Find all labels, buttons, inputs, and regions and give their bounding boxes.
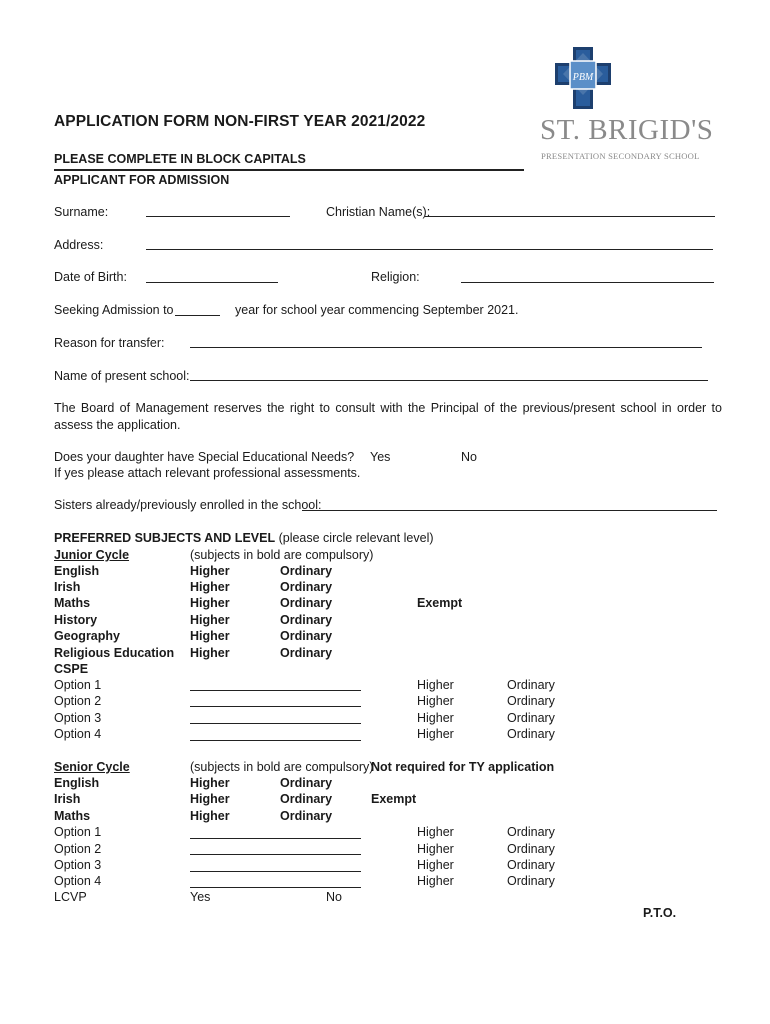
header-divider (54, 169, 524, 171)
senior-exempt-option[interactable]: Exempt (371, 792, 417, 806)
reason-field[interactable] (190, 347, 702, 348)
sisters-field[interactable] (302, 510, 717, 511)
higher-option[interactable]: Higher (190, 809, 230, 823)
option-label: Option 1 (54, 678, 102, 692)
sen-yes-option[interactable]: Yes (370, 450, 391, 464)
senior-cycle-title: Senior Cycle (54, 760, 130, 774)
ordinary-option[interactable]: Ordinary (280, 809, 333, 823)
address-field[interactable] (146, 249, 713, 250)
subject-name: Maths (54, 596, 91, 610)
higher-option[interactable]: Higher (417, 694, 454, 708)
option-label: Option 3 (54, 711, 102, 725)
higher-option[interactable]: Higher (417, 874, 454, 888)
ordinary-option[interactable]: Ordinary (280, 792, 333, 806)
subject-name: Maths (54, 809, 91, 823)
ordinary-option[interactable]: Ordinary (507, 842, 555, 856)
senior-cycle-note: (subjects in bold are compulsory) (190, 760, 374, 774)
higher-option[interactable]: Higher (190, 580, 230, 594)
ordinary-option[interactable]: Ordinary (507, 678, 555, 692)
option-field[interactable] (190, 871, 361, 872)
junior-cycle-note: (subjects in bold are compulsory) (190, 548, 374, 562)
seeking-admission-suffix: year for school year commencing September 2021. (235, 303, 519, 317)
present-school-field[interactable] (190, 380, 708, 381)
seeking-admission-label: Seeking Admission to (54, 303, 174, 317)
higher-option[interactable]: Higher (417, 727, 454, 741)
subject-name: English (54, 564, 100, 578)
religion-field[interactable] (461, 282, 714, 283)
option-field[interactable] (190, 706, 361, 707)
option-field[interactable] (190, 690, 361, 691)
school-subtitle: PRESENTATION SECONDARY SCHOOL (541, 151, 700, 161)
christian-names-label: Christian Name(s): (326, 205, 431, 219)
dob-field[interactable] (146, 282, 278, 283)
lcvp-label: LCVP (54, 890, 87, 904)
subjects-heading-note: (please circle relevant level) (278, 531, 434, 545)
higher-option[interactable]: Higher (417, 711, 454, 725)
ordinary-option[interactable]: Ordinary (280, 776, 333, 790)
sen-no-option[interactable]: No (461, 450, 477, 464)
sen-question: Does your daughter have Special Educational Needs? (54, 450, 355, 464)
subject-name: Religious Education (54, 646, 175, 660)
christian-names-field[interactable] (425, 216, 715, 217)
lcvp-yes-option[interactable]: Yes (190, 890, 211, 904)
option-field[interactable] (190, 723, 361, 724)
higher-option[interactable]: Higher (417, 825, 454, 839)
subject-name: Irish (54, 792, 81, 806)
reason-label: Reason for transfer: (54, 336, 165, 350)
option-label: Option 1 (54, 825, 102, 839)
higher-option[interactable]: Higher (417, 842, 454, 856)
higher-option[interactable]: Higher (190, 646, 230, 660)
higher-option[interactable]: Higher (190, 564, 230, 578)
subject-name: English (54, 776, 100, 790)
option-label: Option 2 (54, 694, 102, 708)
ordinary-option[interactable]: Ordinary (507, 694, 555, 708)
ordinary-option[interactable]: Ordinary (507, 825, 555, 839)
option-label: Option 4 (54, 727, 102, 741)
option-field[interactable] (190, 838, 361, 839)
ordinary-option[interactable]: Ordinary (507, 858, 555, 872)
higher-option[interactable]: Higher (417, 858, 454, 872)
ordinary-option[interactable]: Ordinary (507, 727, 555, 741)
higher-option[interactable]: Higher (190, 613, 230, 627)
junior-cycle-title: Junior Cycle (54, 548, 130, 562)
lcvp-no-option[interactable]: No (326, 890, 342, 904)
option-label: Option 2 (54, 842, 102, 856)
board-notice: The Board of Management reserves the right to consult with the Principal of the previous/present school in order to assess the application. (54, 401, 722, 432)
higher-option[interactable]: Higher (190, 596, 230, 610)
sen-note: If yes please attach relevant professional assessments. (54, 466, 361, 480)
subject-name: Irish (54, 580, 81, 594)
pto-label: P.T.O. (643, 906, 677, 920)
ordinary-option[interactable]: Ordinary (280, 629, 333, 643)
option-label: Option 4 (54, 874, 102, 888)
option-field[interactable] (190, 740, 361, 741)
logo-monogram: PBM (572, 72, 594, 83)
subjects-heading (54, 531, 434, 545)
ordinary-option[interactable]: Ordinary (280, 613, 333, 627)
higher-option[interactable]: Higher (190, 629, 230, 643)
subjects-heading-text: PREFERRED SUBJECTS AND LEVEL (54, 531, 276, 545)
option-field[interactable] (190, 887, 361, 888)
form-title: APPLICATION FORM NON-FIRST YEAR 2021/2022 (54, 113, 426, 130)
sisters-label: Sisters already/previously enrolled in the school: (54, 498, 322, 512)
option-label: Option 3 (54, 858, 102, 872)
higher-option[interactable]: Higher (190, 792, 230, 806)
cspe-label: CSPE (54, 662, 89, 676)
block-capitals-instruction: PLEASE COMPLETE IN BLOCK CAPITALS (54, 152, 306, 166)
seeking-year-field[interactable] (175, 315, 220, 316)
junior-exempt-option[interactable]: Exempt (417, 596, 463, 610)
subject-name: History (54, 613, 98, 627)
option-field[interactable] (190, 854, 361, 855)
dob-label: Date of Birth: (54, 270, 127, 284)
address-label: Address: (54, 238, 104, 252)
higher-option[interactable]: Higher (417, 678, 454, 692)
ordinary-option[interactable]: Ordinary (280, 646, 333, 660)
applicant-heading: APPLICANT FOR ADMISSION (54, 173, 230, 187)
ordinary-option[interactable]: Ordinary (280, 580, 333, 594)
ordinary-option[interactable]: Ordinary (280, 564, 333, 578)
ordinary-option[interactable]: Ordinary (507, 874, 555, 888)
surname-label: Surname: (54, 205, 109, 219)
present-school-label: Name of present school: (54, 369, 190, 383)
ordinary-option[interactable]: Ordinary (507, 711, 555, 725)
higher-option[interactable]: Higher (190, 776, 230, 790)
subject-name: Geography (54, 629, 120, 643)
surname-field[interactable] (146, 216, 290, 217)
school-crest-logo (553, 45, 613, 111)
ordinary-option[interactable]: Ordinary (280, 596, 333, 610)
religion-label: Religion: (371, 270, 420, 284)
ty-note: Not required for TY application (371, 760, 555, 774)
school-name: ST. BRIGID'S (540, 114, 714, 146)
